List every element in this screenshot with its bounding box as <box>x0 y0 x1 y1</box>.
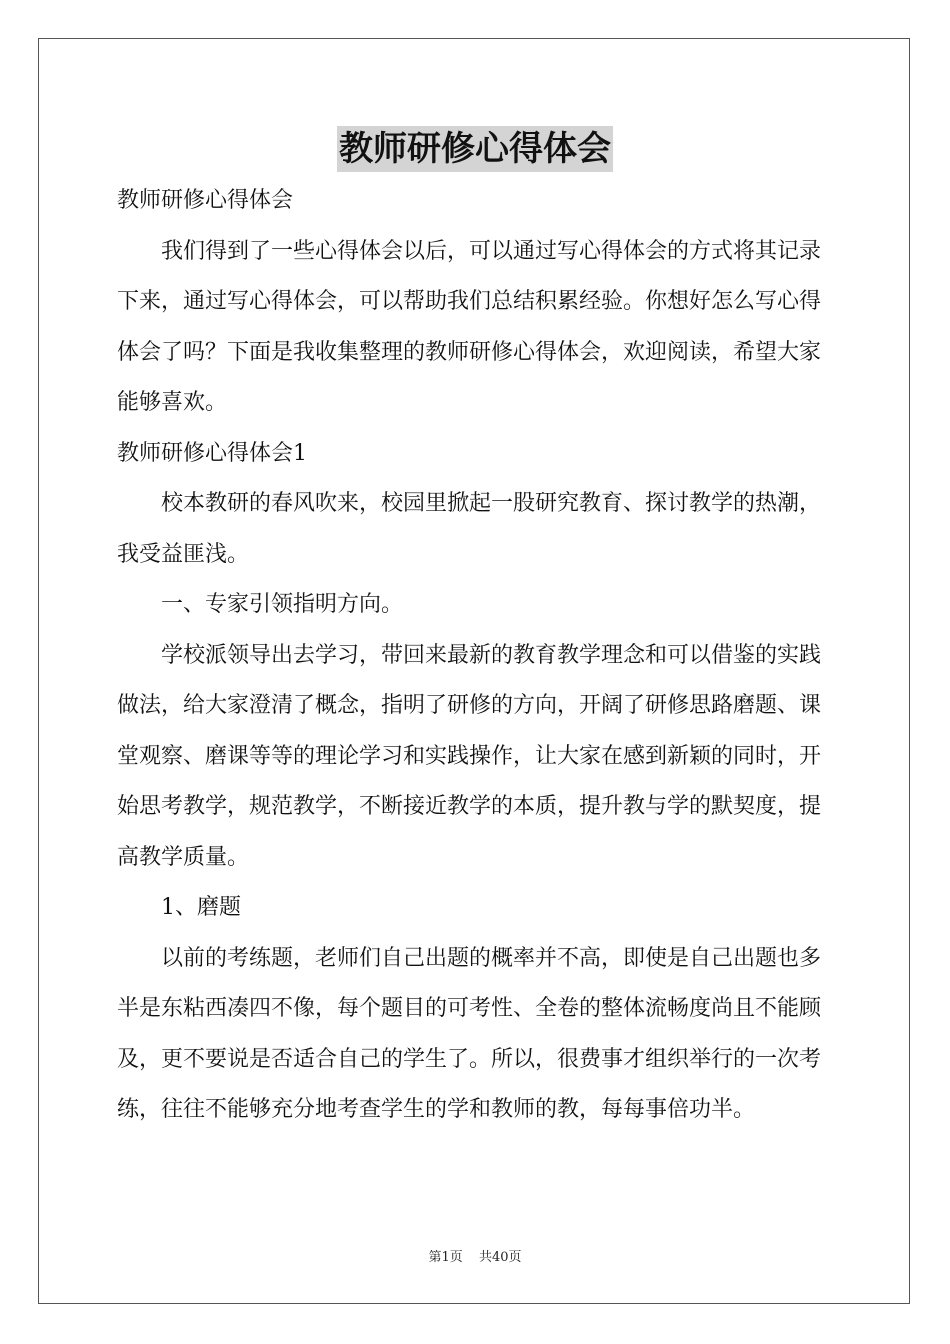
page-footer <box>0 1246 950 1265</box>
paragraph-heading: 教师研修心得体会 <box>117 188 294 213</box>
paragraph-intro: 我们得到了一些心得体会以后，可以通过写心得体会的方式将其记录下来，通过写心得体会，可以帮助我们总结积累经验。你想好怎么写心得体会了吗？下面是我收集整理的教师研修心得体会，欢迎阅读，希望大家能够喜欢。 <box>117 238 822 415</box>
page-total: 共40页 <box>478 1250 522 1265</box>
paragraph-subheading: 一、专家引领指明方向。 <box>161 592 404 617</box>
page-number: 第1页 <box>428 1250 463 1265</box>
paragraph-body: 学校派领导出去学习，带回来最新的教育教学理念和可以借鉴的实践做法，给大家澄清了概念，指明了研修的方向，开阔了研修思路磨题、课堂观察、磨课等等的理论学习和实践操作，让大家在感到新颖的同时，开始思考教学，规范教学，不断接近教学的本质，提升教与学的默契度，提高教学质量。 <box>117 642 822 870</box>
paragraph-body: 校本教研的春风吹来，校园里掀起一股研究教育、探讨教学的热潮，我受益匪浅。 <box>117 491 822 567</box>
document-title: 教师研修心得体会 <box>337 126 613 172</box>
title-container <box>0 126 950 172</box>
document-body <box>117 176 833 1136</box>
paragraph-section-heading: 教师研修心得体会1 <box>117 440 307 466</box>
paragraph-body: 以前的考练题，老师们自己出题的概率并不高，即使是自己出题也多半是东粘西凑四不像，每个题目的可考性、全卷的整体流畅度尚且不能顾及，更不要说是否适合自己的学生了。所以，很费事才组织举行的一次考练，往往不能够充分地考查学生的学和教师的教，每每事倍功半。 <box>117 945 822 1122</box>
paragraph-subheading: 1、磨题 <box>161 895 241 920</box>
